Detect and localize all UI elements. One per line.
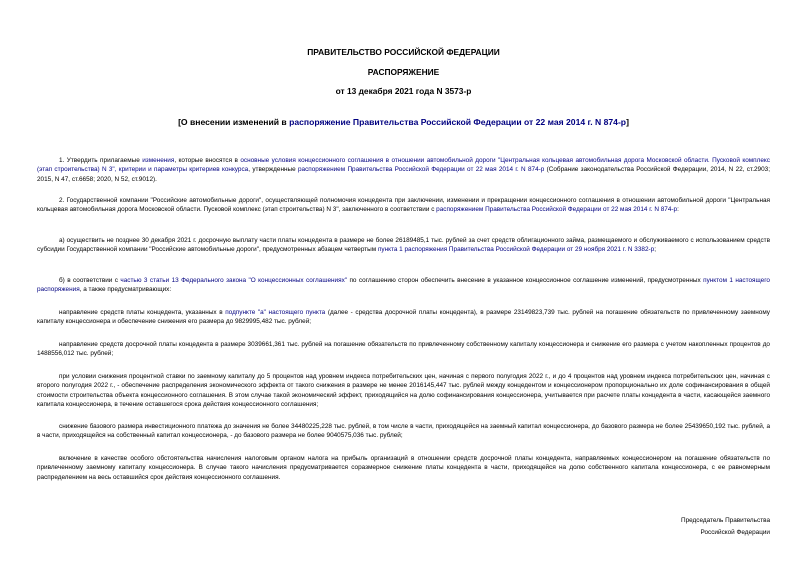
document-type-heading: РАСПОРЯЖЕНИЕ — [367, 67, 440, 77]
pb-link-law[interactable]: частью 3 статьи 13 Федерального закона "О концессионных соглашениях" — [120, 277, 348, 284]
date-number-heading: от 13 декабря 2021 года N 3573-р — [335, 86, 472, 96]
p1-link-changes[interactable]: изменения — [142, 157, 175, 164]
paragraph-a — [37, 236, 770, 255]
pc-link-subpoint-a[interactable]: подпункте "а" настоящего пункта — [225, 309, 326, 316]
p1-text-3: , утвержденные — [248, 166, 298, 174]
paragraph-2 — [37, 196, 770, 215]
paragraph-b — [37, 276, 770, 295]
pb-text-1: б) в соответствии с — [59, 277, 121, 284]
pb-text-2: по соглашению сторон обеспечить внесение в указанное концессионное соглашение изменений, предусмотренных — [347, 277, 704, 284]
paragraph-e: при условии снижения процентной ставки по заемному капиталу до 5 процентов над уровнем индекса потребительских цен, начиная с первого полугодия 2022 г., и до 4 процентов над уровнем индекса потребительских цен, начиная с второго полугодия 2022 г., - обеспечение распределения экономического эффекта от такого снижения в размере не менее 2016145,447 тыс. рублей между концедентом и концессионером пропорционально их доле софинансирования в общей стоимости строительства объекта концессионного соглашения. В этом случае такой экономический эффект, приходящийся на долю софинансирования концессионера, учитывается при расчете платы концедента в части, касающейся заемного капитала концессионера, в течение оставшегося срока действия концессионного соглашения; — [37, 373, 770, 408]
government-heading: ПРАВИТЕЛЬСТВО РОССИЙСКОЙ ФЕДЕРАЦИИ — [307, 47, 500, 57]
title-suffix: ] — [626, 117, 629, 127]
title-link[interactable]: распоряжение Правительства Российской Федерации от 22 мая 2014 г. N 874-р — [289, 117, 627, 127]
pc-text-2: (далее - средства досрочной платы концедента), в размере 23149823,739 тыс. рублей на погашение обязательств по привлеченному заемному капиталу концессионера и обеспечение снижения его размера до 9829995,482 тыс. рублей; — [37, 309, 770, 326]
paragraph-1 — [37, 156, 770, 184]
paragraph-c — [37, 308, 770, 327]
paragraph-g: включение в качестве особого обстоятельства начисления налоговым органом налога на прибыль организаций в отношении средств досрочной платы концедента, направляемых концессионером на погашение обязательств по привлеченному заемному капиталу концессионера. В случае такого начисления предусматривается соразмерное снижение платы концедента в части, приходящейся на долю собственного капитала концессионера, с ее равномерным распределением на весь оставшийся срок действия концессионного соглашения. — [37, 455, 770, 481]
pc-text-1: направление средств платы концедента, указанных в — [59, 309, 226, 316]
pa-text-1: а) осуществить не позднее 30 декабря 2021 г. досрочную выплату части платы концедента в размере не более 26189485,1 тыс. рублей за счет средств облигационного займа, размещаемого и обслуживаемого с использованием средств субсидии Государственной компании "Российские автомобильные дороги", предусмотренных абзацем четвертым — [37, 237, 770, 254]
p2-link-order[interactable]: распоряжением Правительства Российской Федерации от 22 мая 2014 г. N 874-р — [436, 206, 678, 214]
p2-text-1: 2. Государственной компании "Российские автомобильные дороги", осуществляющей полномочия концедента при заключении, изменении и прекращении концессионного соглашения в отношении автомобильной дороги "Центральная кольцевая автомобильная дорога Московской области. Пусковой комплекс (этап строительства) N 3", заключенного в соответствии с — [37, 197, 770, 214]
document-title — [0, 117, 807, 127]
pb-link-point-1[interactable]: пунктом 1 настоящего распоряжения — [37, 277, 770, 294]
p2-text-2: : — [677, 206, 679, 214]
p1-text-4: (Собрание законодательства Российской Федерации, 2014, N 22, ст.2903; 2015, N 47, ст.6658; 2020, N 52, ст.9012). — [37, 166, 770, 183]
signature-organization: Российской Федерации — [700, 529, 770, 536]
paragraph-d: направление средств досрочной платы концедента в размере 3039661,361 тыс. рублей на погашение обязательств по привлеченному собственному капиталу концессионера и снижение его размера с учетом накопленных процентов до 1488556,012 тыс. рублей; — [37, 341, 770, 358]
p1-text-2: , которые вносятся в — [174, 157, 241, 164]
signature-title: Председатель Правительства — [681, 517, 770, 524]
p1-link-conditions[interactable]: основные условия концессионного соглашения в отношении автомобильной дороги "Центральная кольцевая автомобильная дорога Московской области. Пусковой комплекс (этап строительства) N 3", критерии и параметры критериев конкурса — [37, 157, 770, 174]
pa-link-order[interactable]: пункта 1 распоряжения Правительства Российской Федерации от 29 ноября 2021 г. N 3382-р — [377, 246, 655, 254]
pb-text-3: , а также предусматривающих: — [79, 286, 172, 294]
paragraph-f: снижение базового размера инвестиционного платежа до значения не более 34480225,228 тыс. рублей, в том числе в части, приходящейся на заемный капитал концессионера, до базового размера не более 25439650,192 тыс. рублей, а в части, приходящейся на собственный капитал концессионера, - до базового размера не более 9040575,036 тыс. рублей; — [37, 423, 770, 440]
title-prefix: [О внесении изменений в — [178, 117, 290, 127]
p1-link-order[interactable]: распоряжением Правительства Российской Федерации от 22 мая 2014 г. N 874-р — [297, 166, 545, 174]
p1-text-1: 1. Утвердить прилагаемые — [59, 157, 143, 164]
pa-text-2: ; — [654, 246, 656, 254]
